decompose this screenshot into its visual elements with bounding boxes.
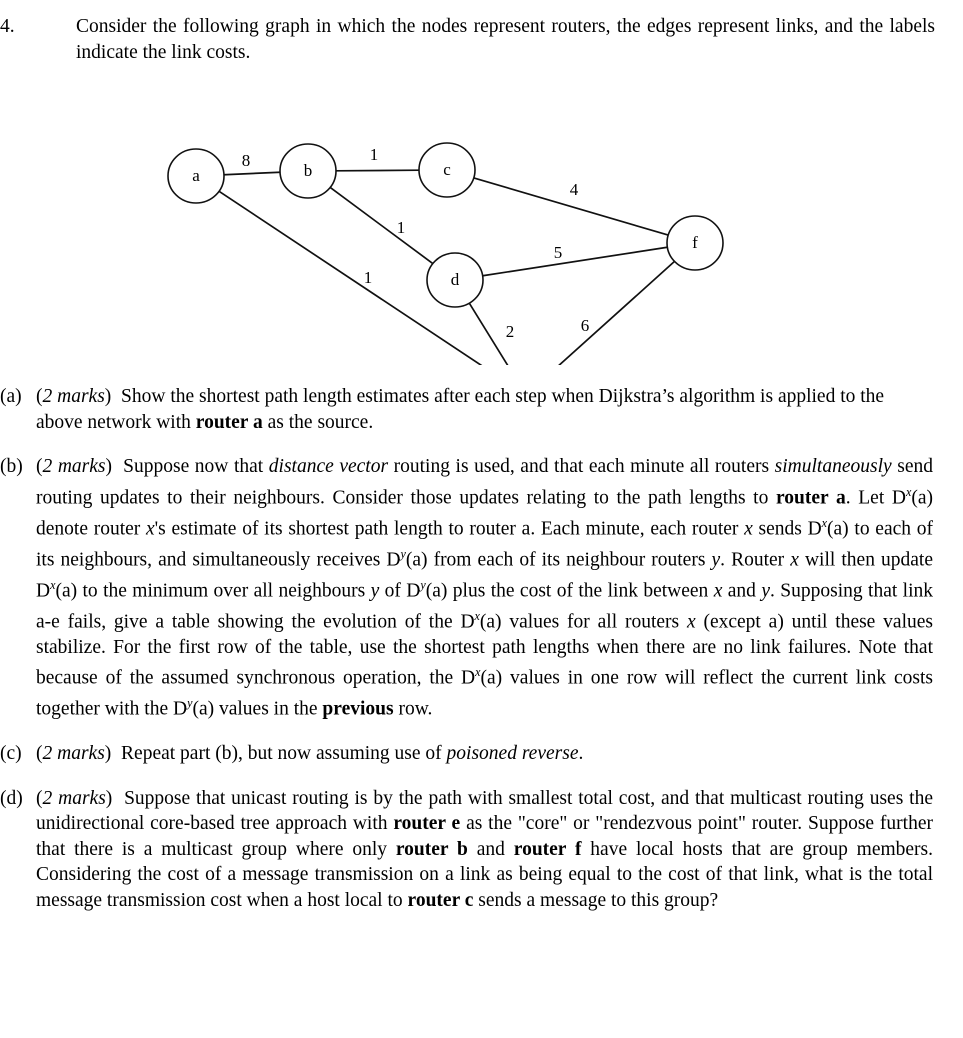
emphasis-italic: x <box>146 518 155 539</box>
graph-node-c <box>419 143 475 197</box>
marks-value-a: 2 marks <box>42 386 105 407</box>
text-run: send routing updates to their neighbours. Consider those updates relating to the path lengths to <box>36 456 933 508</box>
emphasis-italic: y <box>370 580 380 601</box>
edge-cost-e-f: 6 <box>580 316 590 335</box>
text-run: . <box>578 743 584 764</box>
superscript-variable: x <box>905 484 912 499</box>
text-run: and <box>467 838 514 860</box>
text-run: of D <box>379 580 421 601</box>
graph-edge-e-f <box>546 261 674 365</box>
part-marks-c: (2 marks) <box>36 743 122 764</box>
emphasis-bold: router f <box>513 838 582 860</box>
text-run: . Let D <box>845 487 906 508</box>
text-run: Show the shortest path length estimates after each step when Dijkstra’s algorithm is applied to the above network with <box>36 386 885 433</box>
graph-edge-d-f <box>483 247 668 275</box>
part-marks-d: (2 marks) <box>36 787 125 809</box>
node-label-b: b <box>303 160 313 180</box>
edge-cost-a-b: 8 <box>241 151 251 170</box>
emphasis-italic: x <box>744 518 753 539</box>
emphasis-bold: router a <box>776 487 846 508</box>
text-run: Suppose that unicast routing is by the path with smallest total cost, and that multicast routing uses the unidirectional core-based tree approach with <box>36 787 933 834</box>
part-letter-a: (a) <box>0 386 22 407</box>
question-part-c <box>0 741 963 767</box>
part-letter-c: (c) <box>0 743 22 764</box>
marks-value-d: 2 marks <box>42 787 106 809</box>
emphasis-bold: previous <box>322 698 394 720</box>
edge-cost-b-d: 1 <box>396 218 406 237</box>
superscript-variable: x <box>474 608 480 623</box>
emphasis-bold: router a <box>195 411 263 433</box>
node-label-c: c <box>443 159 451 179</box>
edge-cost-d-e: 2 <box>505 322 515 341</box>
part-letter-b: (b) <box>0 456 23 477</box>
exam-page <box>0 14 963 1038</box>
emphasis-bold: router e <box>393 813 461 834</box>
text-run: . Router <box>720 549 791 570</box>
text-run: (a) values for all routers <box>479 611 687 632</box>
superscript-variable: x <box>475 665 481 679</box>
part-text-a <box>36 384 933 435</box>
marks-value-c: 2 marks <box>42 743 105 764</box>
text-run: (a) to the minimum over all neighbours <box>55 580 371 601</box>
part-letter-d: (d) <box>0 787 23 809</box>
text-run: Suppose now that <box>123 456 269 477</box>
text-run: sends a message to this group? <box>473 889 719 911</box>
question-parts <box>0 384 963 913</box>
text-run: as the source. <box>262 411 374 433</box>
superscript-variable: x <box>821 515 828 530</box>
node-label-a: a <box>192 165 200 185</box>
superscript-variable: y <box>420 577 426 592</box>
edge-cost-c-f: 4 <box>569 180 579 199</box>
superscript-variable: x <box>50 577 56 592</box>
text-run: routing is used, and that each minute all routers <box>388 456 775 477</box>
question-stem: Consider the following graph in which the nodes represent routers, the edges represent links, and the labels indicate the link costs. <box>76 16 935 63</box>
question-number: 4. <box>0 16 15 37</box>
emphasis-bold: router c <box>407 889 474 911</box>
emphasis-italic: x <box>686 611 696 632</box>
emphasis-italic: poisoned reverse <box>446 743 579 764</box>
emphasis-bold: router b <box>395 838 468 860</box>
part-marks-b: (2 marks) <box>36 456 124 477</box>
part-text-b <box>36 454 933 722</box>
node-label-d: d <box>450 269 460 289</box>
emphasis-italic: distance vector <box>268 456 389 477</box>
text-run: will then update D <box>36 549 933 601</box>
graph-node-b <box>280 144 336 198</box>
text-run: sends D <box>752 518 822 539</box>
edge-cost-a-e: 1 <box>363 268 373 287</box>
edge-cost-d-f: 5 <box>553 243 563 262</box>
text-run: (a) denote router <box>36 487 933 539</box>
emphasis-italic: simultaneously <box>774 456 892 477</box>
text-run: (a) values in one row will reflect the current link costs together with the D <box>36 667 933 720</box>
superscript-variable: y <box>400 546 406 561</box>
network-graph-figure <box>0 65 963 365</box>
network-graph-svg <box>0 65 963 365</box>
text-run: row. <box>393 698 433 720</box>
graph-node-a <box>168 149 224 203</box>
node-label-f: f <box>692 232 698 252</box>
text-run: and <box>722 580 762 601</box>
graph-node-f <box>667 216 723 270</box>
text-run: 's estimate of its shortest path length to router a. Each minute, each router <box>154 518 745 539</box>
emphasis-italic: x <box>713 580 723 601</box>
question-part-b <box>0 454 963 722</box>
question-part-a <box>0 384 963 435</box>
graph-node-layer <box>168 143 723 365</box>
question-4 <box>0 14 963 65</box>
superscript-variable: y <box>187 696 193 710</box>
edge-cost-b-c: 1 <box>369 145 379 164</box>
emphasis-italic: y <box>761 580 770 601</box>
graph-node-d <box>427 253 483 307</box>
graph-edge-b-d <box>330 187 433 263</box>
question-part-d <box>0 786 963 914</box>
text-run: Repeat part (b), but now assuming use of <box>121 743 447 764</box>
graph-edge-b-c <box>336 170 419 171</box>
emphasis-italic: y <box>711 549 721 570</box>
part-text-d <box>36 786 933 914</box>
graph-edge-a-b <box>224 172 280 175</box>
text-run: (except a) until these values stabilize. For the first row of the table, use the shortest path lengths when there are no link failures. Note that because of the assumed synchronous operation, the D <box>36 611 934 689</box>
part-marks-a: (2 marks) <box>36 386 122 407</box>
text-run: have local hosts that are group members. Considering the cost of a message transmission on a link as being equal to the cost of that link, what is the total message transmission cost when a host local to <box>36 838 934 911</box>
text-run: (a) values in the <box>192 698 323 720</box>
marks-value-b: 2 marks <box>42 456 106 477</box>
text-run: (a) plus the cost of the link between <box>425 580 714 601</box>
text-run: . Supposing that link a-e fails, give a table showing the evolution of the D <box>36 580 934 632</box>
emphasis-italic: x <box>790 549 799 570</box>
part-text-c <box>36 741 933 767</box>
text-run: (a) to each of its neighbours, and simultaneously receives D <box>36 518 933 570</box>
text-run: (a) from each of its neighbour routers <box>405 549 712 570</box>
text-run: as the "core" or "rendezvous point" router. Suppose further that there is a multicast group where only <box>36 813 933 860</box>
